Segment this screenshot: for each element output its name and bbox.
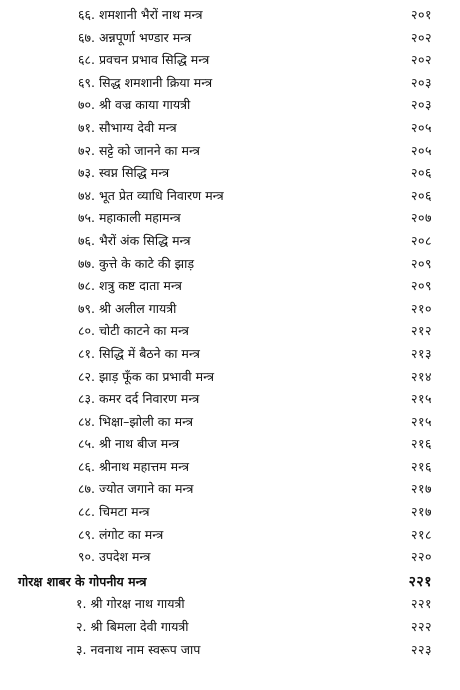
section-heading: गोरक्ष शाबर के गोपनीय मन्त्र: [18, 573, 147, 589]
toc-entry-page-number: २१७: [410, 504, 432, 520]
toc-entry-title: ८५. श्री नाथ बीज मन्त्र: [78, 436, 180, 452]
toc-entry-page-number: २१७: [410, 481, 432, 497]
toc-entry-title: ३. नवनाथ नाम स्वरूप जाप: [76, 641, 201, 657]
toc-entry-title: ७८. शत्रु कष्ट दाता मन्त्र: [78, 278, 182, 294]
toc-entry-title: ६९. सिद्ध शमशानी क्रिया मन्त्र: [78, 74, 213, 90]
toc-entry-page-number: २१६: [410, 436, 432, 452]
toc-entry-page-number: २०६: [410, 187, 432, 203]
toc-entry-title: १. श्री गोरक्ष नाथ गायत्री: [76, 596, 185, 612]
toc-entry-title: २. श्री बिमला देवी गायत्री: [76, 619, 189, 635]
toc-entry-page-number: २२१: [410, 596, 432, 612]
toc-entry-page-number: २०९: [410, 255, 432, 271]
toc-entry-page-number: २०८: [410, 232, 432, 248]
toc-entry-row: [0, 593, 460, 616]
toc-entry-list: [0, 4, 460, 569]
toc-entry-row: [0, 117, 460, 140]
toc-entry-page-number: २१६: [410, 458, 432, 474]
toc-entry-title: ७९. श्री अलील गायत्री: [78, 300, 177, 316]
toc-entry-page-number: २०९: [410, 278, 432, 294]
toc-entry-row: [0, 343, 460, 366]
toc-entry-title: ८७. ज्योत जगाने का मन्त्र: [78, 481, 194, 497]
section-page-number: २२१: [408, 573, 432, 590]
toc-entry-title: ७३. स्वप्न सिद्धि मन्त्र: [78, 165, 170, 181]
toc-entry-row: [0, 501, 460, 524]
toc-entry-title: ७६. भैरों अंक सिद्धि मन्त्र: [78, 232, 191, 248]
toc-entry-page-number: २१०: [410, 300, 432, 316]
toc-entry-page-number: २०३: [410, 74, 432, 90]
toc-entry-row: [0, 478, 460, 501]
toc-entry-row: [0, 49, 460, 72]
toc-entry-page-number: २०५: [410, 142, 432, 158]
toc-entry-title: ९०. उपदेश मन्त्र: [78, 549, 151, 565]
toc-entry-row: [0, 27, 460, 50]
toc-entry-page-number: २०५: [410, 119, 432, 135]
toc-entry-title: ७४. भूत प्रेत व्याधि निवारण मन्त्र: [78, 187, 224, 203]
toc-entry-title: ७१. सौभाग्य देवी मन्त्र: [78, 119, 177, 135]
toc-entry-title: ७७. कुत्ते के काटे की झाड़: [78, 255, 195, 271]
toc-entry-title: ७०. श्री वज्र काया गायत्री: [78, 97, 191, 113]
toc-entry-row: [0, 4, 460, 27]
toc-entry-page-number: २१३: [410, 345, 432, 361]
toc-entry-row: [0, 140, 460, 163]
toc-entry-page-number: २०२: [410, 29, 432, 45]
toc-entry-page-number: २२३: [410, 641, 432, 657]
toc-entry-title: ६६. शमशानी भैरों नाथ मन्त्र: [78, 7, 203, 22]
toc-entry-row: [0, 253, 460, 276]
toc-entry-title: ८६. श्रीनाथ महात्तम मन्त्र: [78, 458, 190, 474]
toc-entry-page-number: २१५: [410, 413, 432, 429]
toc-entry-row: [0, 72, 460, 95]
toc-entry-row: [0, 433, 460, 456]
toc-entry-row: [0, 456, 460, 479]
toc-entry-page-number: २०२: [410, 52, 432, 68]
toc-entry-page-number: २१८: [410, 526, 432, 542]
toc-entry-row: [0, 185, 460, 208]
toc-entry-row: [0, 275, 460, 298]
toc-entry-title: ८९. लंगोट का मन्त्र: [78, 526, 164, 542]
toc-entry-title: ८४. भिक्षा–झोली का मन्त्र: [78, 413, 194, 429]
toc-entry-title: ६७. अन्नपूर्णा भण्डार मन्त्र: [78, 29, 192, 45]
toc-entry-row: [0, 207, 460, 230]
toc-entry-title: ८०. चोटी काटने का मन्त्र: [78, 323, 189, 339]
toc-entry-page-number: २०६: [410, 165, 432, 181]
toc-entry-page-number: २१२: [410, 323, 432, 339]
toc-entry-page-number: २१४: [410, 368, 432, 384]
toc-entry-title: ६८. प्रवचन प्रभाव सिद्धि मन्त्र: [78, 52, 210, 68]
toc-entry-row: [0, 524, 460, 547]
toc-entry-row: [0, 162, 460, 185]
toc-entry-row: [0, 298, 460, 321]
toc-entry-title: ८८. चिमटा मन्त्र: [78, 504, 150, 520]
toc-entry-row: [0, 546, 460, 569]
toc-entry-row: [0, 230, 460, 253]
toc-entry-page-number: २०३: [410, 97, 432, 113]
toc-entry-title: ८२. झाड़ फूँक का प्रभावी मन्त्र: [78, 368, 215, 384]
toc-entry-row: [0, 411, 460, 434]
toc-entry-title: ८१. सिद्धि में बैठने का मन्त्र: [78, 345, 200, 361]
toc-entry-row: [0, 94, 460, 117]
toc-entry-title: ७२. सट्टे को जानने का मन्त्र: [78, 142, 200, 158]
toc-entry-page-number: २२०: [410, 549, 432, 565]
toc-entry-page-number: २०१: [410, 7, 432, 22]
toc-entry-row: [0, 639, 460, 662]
section-heading-row: [0, 571, 460, 594]
section-entry-list: [0, 593, 460, 661]
toc-entry-page-number: २०७: [410, 210, 432, 226]
toc-entry-title: ८३. कमर दर्द निवारण मन्त्र: [78, 391, 200, 407]
toc-entry-title: ७५. महाकाली महामन्त्र: [78, 210, 181, 226]
toc-entry-row: [0, 366, 460, 389]
toc-entry-row: [0, 388, 460, 411]
toc-entry-page-number: २१५: [410, 391, 432, 407]
table-of-contents: [0, 4, 460, 661]
toc-entry-row: [0, 320, 460, 343]
toc-entry-page-number: २२२: [410, 619, 432, 635]
toc-entry-row: [0, 616, 460, 639]
